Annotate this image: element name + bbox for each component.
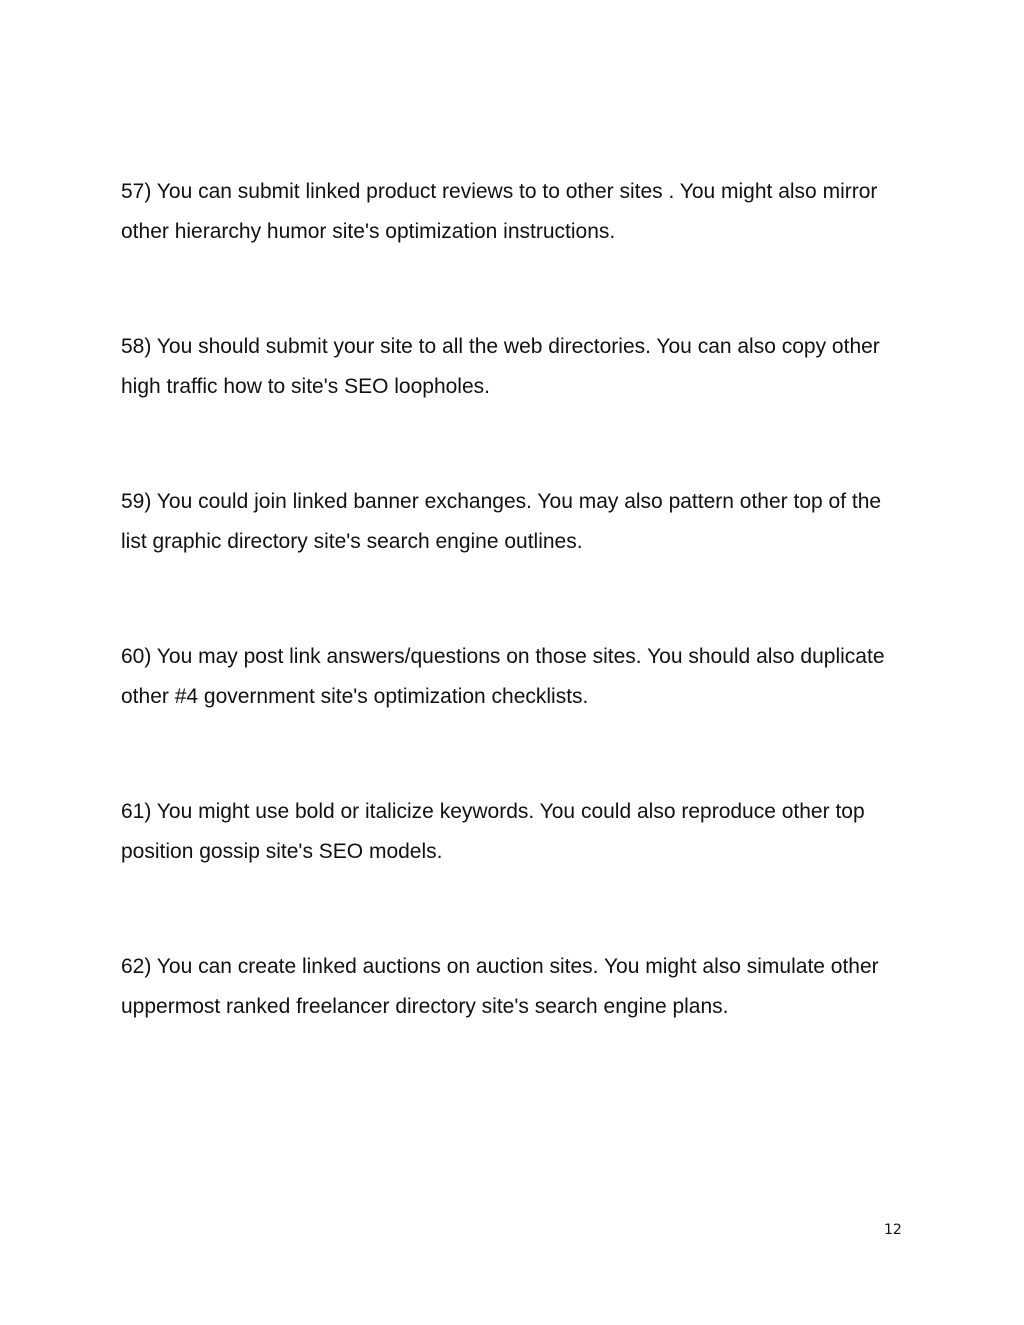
page-content bbox=[121, 172, 911, 1102]
tip-paragraph-58: 58) You should submit your site to all the web directories. You can also copy other high traffic how to site's SEO loopholes. bbox=[121, 335, 880, 398]
tip-paragraph-60: 60) You may post link answers/questions on those sites. You should also duplicate other #4 government site's optimization checklists. bbox=[121, 645, 885, 708]
tip-paragraph-62: 62) You can create linked auctions on auction sites. You might also simulate other uppermost ranked freelancer directory site's search engine plans. bbox=[121, 955, 879, 1018]
page-number: 12 bbox=[884, 1222, 902, 1238]
tip-paragraph-61: 61) You might use bold or italicize keywords. You could also reproduce other top position gossip site's SEO models. bbox=[121, 800, 865, 863]
tip-paragraph-57: 57) You can submit linked product reviews to to other sites . You might also mirror other hierarchy humor site's optimization instructions. bbox=[121, 180, 878, 243]
tip-paragraph-59: 59) You could join linked banner exchanges. You may also pattern other top of the list graphic directory site's search engine outlines. bbox=[121, 490, 882, 553]
